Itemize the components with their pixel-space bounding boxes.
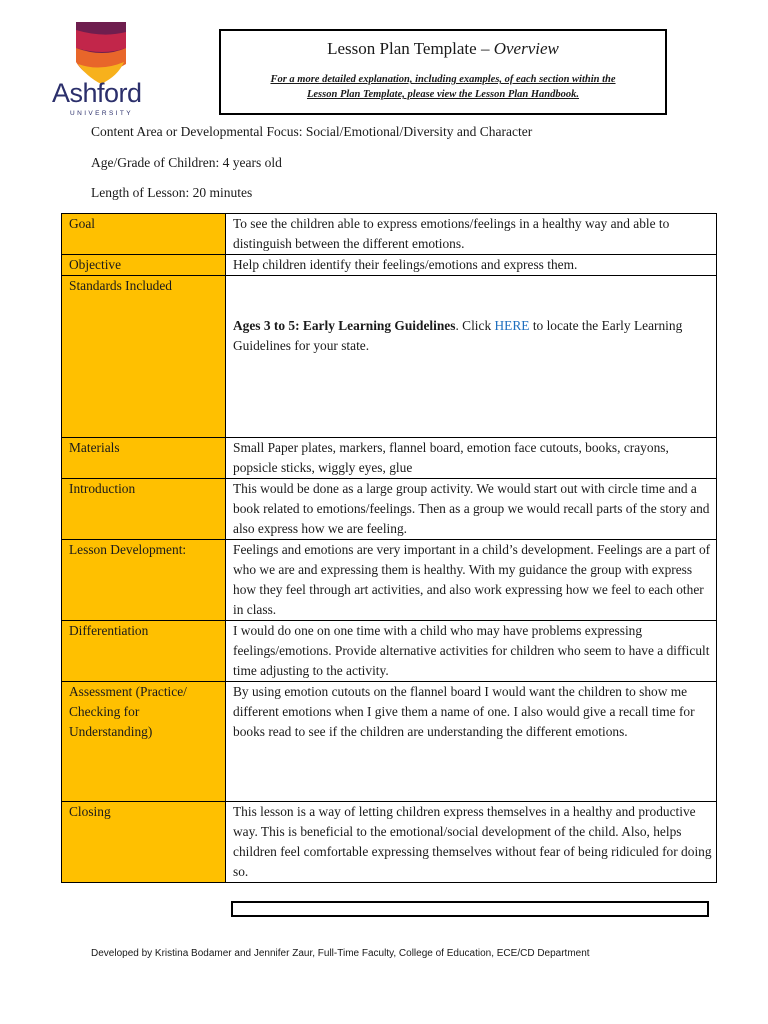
assessment-label: Assessment (Practice/ Checking for Understanding) (62, 682, 226, 802)
footer-credit: Developed by Kristina Bodamer and Jennifer Zaur, Full-Time Faculty, College of Education, ECE/CD Department (91, 948, 590, 959)
standards-post-link: to locate the Early Learning Guidelines for your state. (233, 318, 683, 353)
lesson-plan-table (61, 213, 717, 883)
assessment-text: By using emotion cutouts on the flannel board I would want the children to show me different emotions when I give them a name of one. I also would give a recall time for books read to see if the children are understanding the different emotions. (226, 682, 717, 802)
objective-label: Objective (62, 255, 226, 276)
materials-label: Materials (62, 438, 226, 479)
logo-wordmark: Ashford (52, 78, 142, 108)
differentiation-text: I would do one on one time with a child who may have problems expressing feelings/emotions. Provide alternative activities for children who seem to have a difficult time adjusting to the activity. (226, 621, 717, 682)
title-box (219, 29, 667, 115)
lesson-development-label: Lesson Development: (62, 540, 226, 621)
subtitle-line-2: Lesson Plan Template, please view the Lesson Plan Handbook. (306, 89, 580, 100)
closing-label: Closing (62, 802, 226, 883)
standards-label: Standards Included (62, 276, 226, 438)
goal-label: Goal (62, 214, 226, 255)
standards-bold-text: Ages 3 to 5: Early Learning Guidelines (233, 318, 456, 333)
row-standards (62, 276, 717, 438)
empty-box (231, 901, 709, 917)
row-goal (62, 214, 717, 255)
introduction-label: Introduction (62, 479, 226, 540)
page-title (221, 39, 665, 59)
subtitle (221, 72, 665, 102)
content-area-line: Content Area or Developmental Focus: Social/Emotional/Diversity and Character (91, 124, 533, 139)
row-materials (62, 438, 717, 479)
row-lesson-development (62, 540, 717, 621)
differentiation-label: Differentiation (62, 621, 226, 682)
lesson-development-text: Feelings and emotions are very important in a child’s development. Feelings are a part of who we are and expressing them is healthy. With my guidance the group with express how they feel through art activities, and also work expressing how we feel to each other in class. (226, 540, 717, 621)
introduction-text: This would be done as a large group activity. We would start out with circle time and a book related to emotions/feelings. Then as a group we would recall parts of the story and also express how we are feeling. (226, 479, 717, 540)
subtitle-line-1: For a more detailed explanation, including examples, of each section within the (270, 74, 616, 85)
materials-text: Small Paper plates, markers, flannel board, emotion face cutouts, books, crayons, popsicle sticks, wiggly eyes, glue (226, 438, 717, 479)
objective-text: Help children identify their feelings/emotions and express them. (226, 255, 717, 276)
row-assessment (62, 682, 717, 802)
closing-text: This lesson is a way of letting children express themselves in a healthy and productive way. This is beneficial to the emotional/social development of the child. Also, helps children feel comfortable expressing themselves without fear of being ridiculed for doing so. (226, 802, 717, 883)
standards-pre-link: . Click (455, 318, 495, 333)
row-closing (62, 802, 717, 883)
row-objective (62, 255, 717, 276)
row-differentiation (62, 621, 717, 682)
age-grade-line: Age/Grade of Children: 4 years old (91, 155, 282, 170)
lesson-length-line: Length of Lesson: 20 minutes (91, 185, 253, 200)
goal-text: To see the children able to express emotions/feelings in a healthy way and able to distinguish between the different emotions. (226, 214, 717, 255)
title-main: Lesson Plan Template – (327, 39, 490, 58)
title-italic: Overview (493, 39, 559, 58)
standards-here-link[interactable]: HERE (494, 318, 530, 333)
standards-cell (226, 276, 717, 438)
logo-subtext: UNIVERSITY (70, 110, 134, 117)
row-introduction (62, 479, 717, 540)
